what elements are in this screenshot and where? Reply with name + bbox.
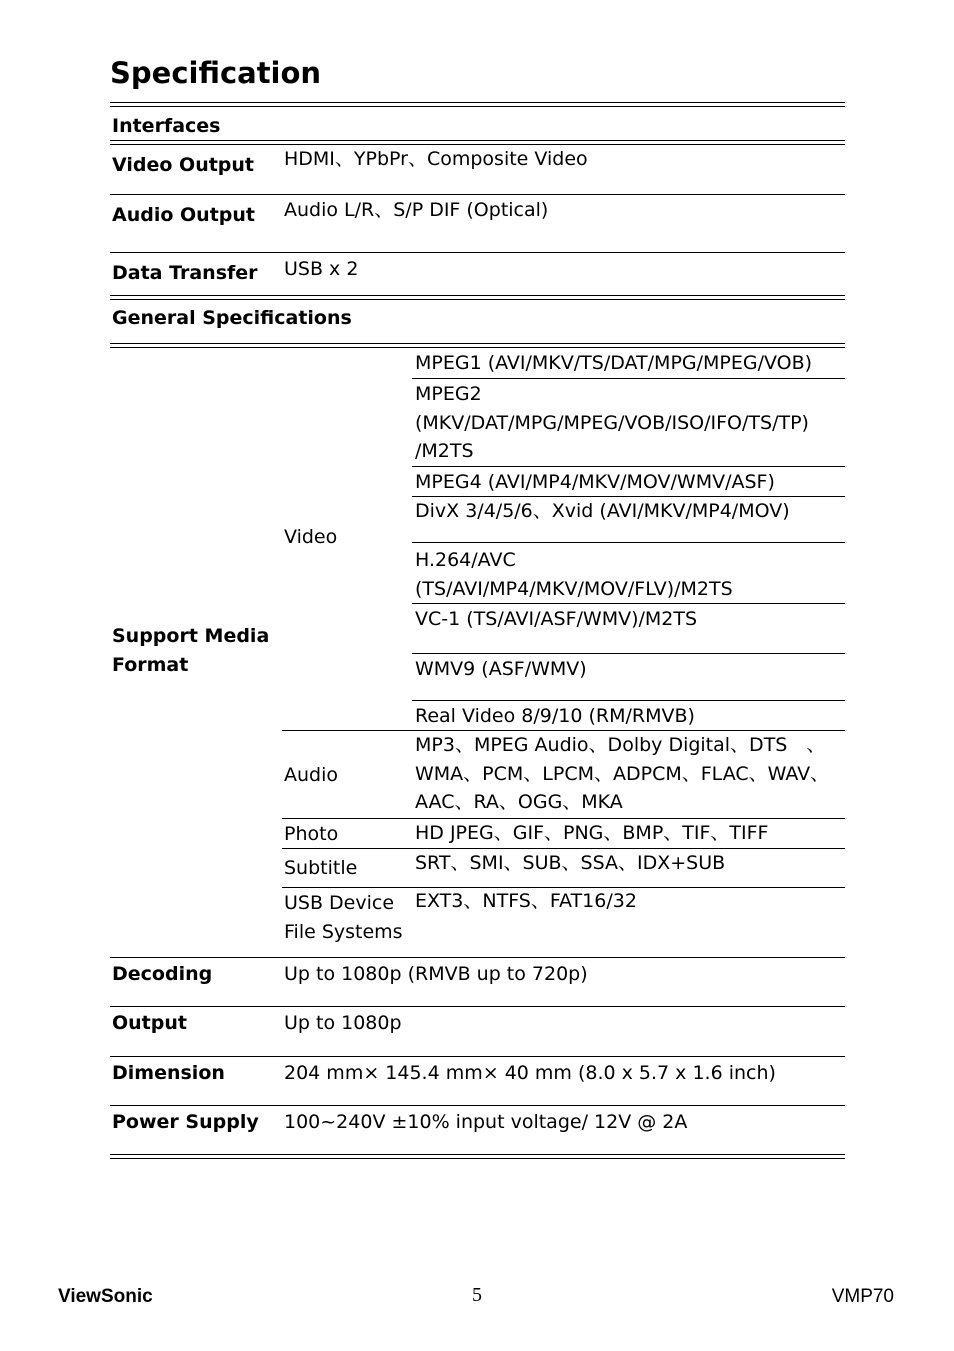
divider [412,542,845,543]
video-format: MPEG2 [415,383,482,405]
spec-table [110,102,845,1159]
spec-value: USB x 2 [284,258,359,280]
spec-row [110,195,845,252]
divider [110,1154,845,1159]
spec-value: Up to 1080p (RMVB up to 720p) [284,963,588,985]
page-number: 5 [472,1284,482,1306]
media-label: Support Media [112,625,270,647]
divider [412,653,845,654]
video-format: WMV9 (ASF/WMV) [415,658,587,680]
subtitle-formats: SRT、SMI、SUB、SSA、IDX+SUB [415,852,726,874]
file-systems: EXT3、NTFS、FAT16/32 [415,890,637,912]
section-heading-interfaces: Interfaces [112,115,221,137]
divider [412,603,845,604]
support-media-format [110,348,845,957]
fs-label: USB Device [284,892,395,914]
spec-label: Output [112,1012,187,1034]
spec-value: Audio L/R、S/P DIF (Optical) [284,199,549,221]
divider [412,466,845,467]
spec-value: 204 mm× 145.4 mm× 40 mm (8.0 x 5.7 x 1.6 inch) [284,1062,776,1084]
footer-model: VMP70 [831,1286,894,1307]
media-label: Format [112,654,189,676]
spec-value: 100~240V ±10% input voltage/ 12V @ 2A [284,1111,688,1133]
subtitle-label: Subtitle [284,857,358,879]
video-format: VC-1 (TS/AVI/ASF/WMV)/M2TS [415,608,698,630]
audio-format: MP3、MPEG Audio、Dolby Digital、DTS 、 [415,734,826,756]
video-format: MPEG4 (AVI/MP4/MKV/MOV/WMV/ASF) [415,471,775,493]
photo-label: Photo [284,823,339,845]
spec-row [110,958,845,1006]
video-format: Real Video 8/9/10 (RM/RMVB) [415,705,695,727]
audio-format: WMA、PCM、LPCM、ADPCM、FLAC、WAV、 [415,763,830,785]
video-format: DivX 3/4/5/6、Xvid (AVI/MKV/MP4/MOV) [415,500,790,522]
video-label: Video [284,526,338,548]
photo-formats: HD JPEG、GIF、PNG、BMP、TIF、TIFF [415,822,769,844]
section-heading-general: General Specifications [112,307,352,329]
video-format: MPEG1 (AVI/MKV/TS/DAT/MPG/MPEG/VOB) [415,352,813,374]
spec-row [110,1057,845,1105]
audio-label: Audio [284,764,339,786]
spec-label: Audio Output [112,204,255,226]
spec-label: Dimension [112,1062,225,1084]
audio-format: AAC、RA、OGG、MKA [415,791,623,813]
spec-label: Decoding [112,963,213,985]
video-format: /M2TS [415,440,474,462]
spec-row [110,1007,845,1056]
spec-row [110,145,845,194]
spec-value: HDMI、YPbPr、Composite Video [284,148,588,170]
spec-label: Video Output [112,154,255,176]
video-format: H.264/AVC [415,549,516,571]
page-title: Specification [110,56,322,90]
fs-label: File Systems [284,921,403,943]
divider [412,378,845,379]
divider [412,700,845,701]
spec-row [110,1106,845,1154]
footer-brand: ViewSonic [58,1286,153,1307]
spec-row [110,253,845,295]
spec-value: Up to 1080p [284,1012,402,1034]
spec-label: Power Supply [112,1111,259,1133]
spec-label: Data Transfer [112,262,258,284]
video-format: (TS/AVI/MP4/MKV/MOV/FLV)/M2TS [415,578,733,600]
video-format: (MKV/DAT/MPG/MPEG/VOB/ISO/IFO/TS/TP) [415,412,809,434]
